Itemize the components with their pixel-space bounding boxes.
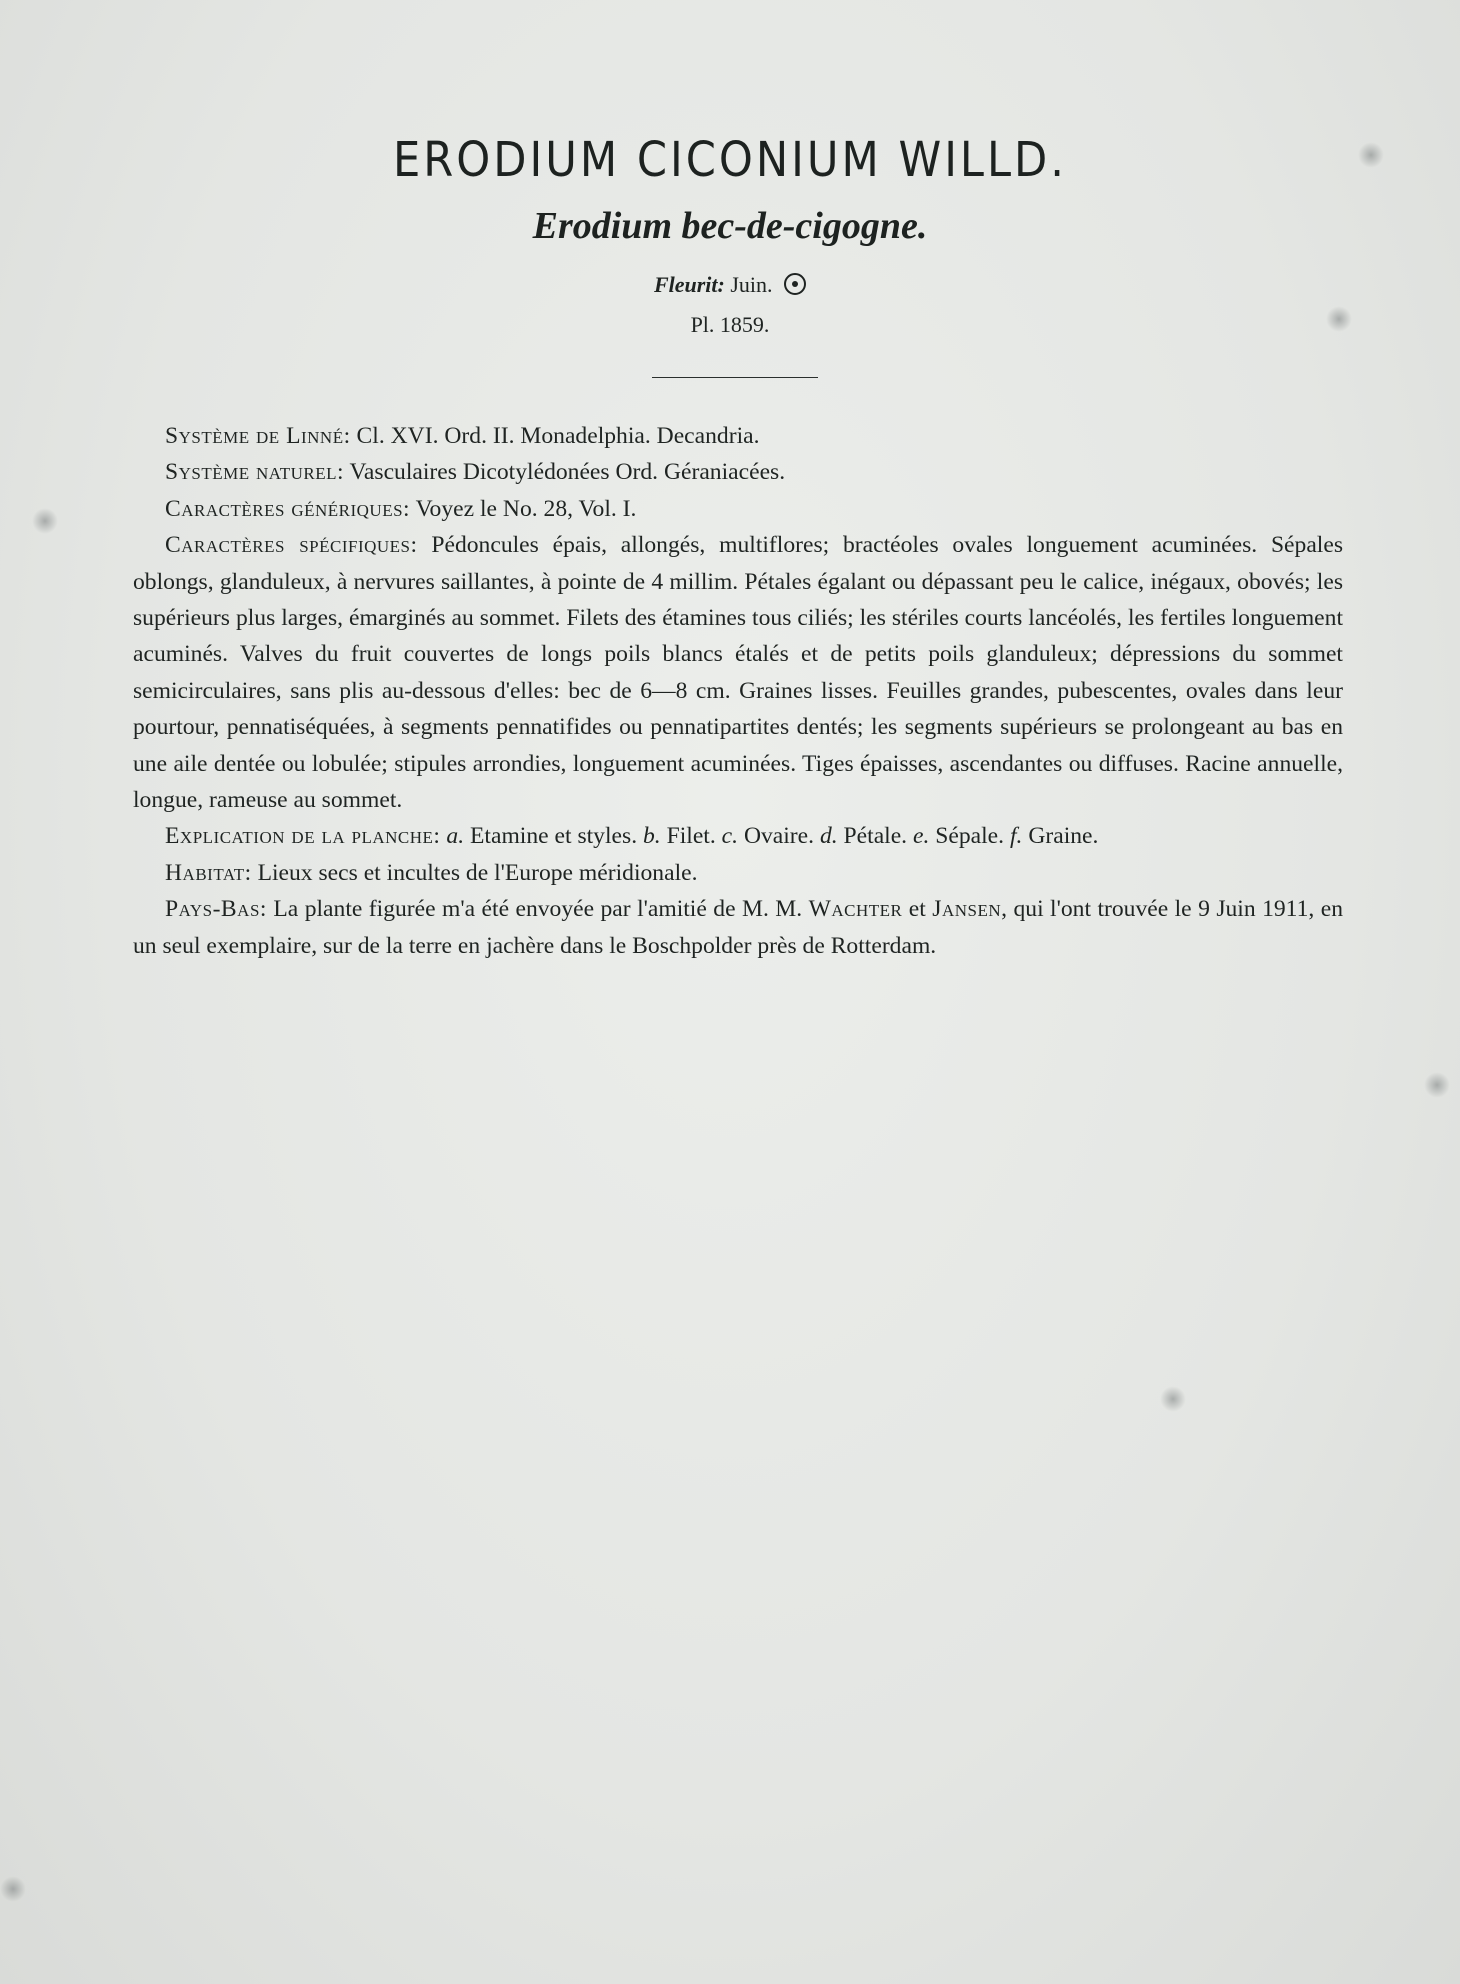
- section-label: Système naturel:: [165, 459, 345, 486]
- figure-letter: a.: [446, 823, 465, 850]
- figure-letter: e.: [912, 823, 930, 850]
- flowering-value: Juin.: [730, 272, 773, 297]
- section-text: La plante figurée m'a été envoyée par l'amitié de M. M.: [266, 896, 809, 923]
- section-text: Voyez le No. 28, Vol. I.: [410, 495, 637, 522]
- section-text: Lieux secs et incultes de l'Europe méridionale.: [251, 859, 698, 886]
- section-text: , qui l'ont trouvée le 9 Juin 1911, en un seul exemplaire, sur de la terre en jachère dans le Boschpolder près de Rotterdam.: [133, 896, 1343, 959]
- section-label: Caractères génériques:: [165, 495, 411, 522]
- pays-bas-paragraph: [133, 891, 1343, 964]
- figure-caption: Sépale.: [929, 823, 1010, 850]
- explication-paragraph: [133, 818, 1343, 854]
- specifiques-paragraph: [133, 527, 1343, 818]
- section-label: Habitat:: [165, 859, 252, 886]
- section-label: Système de Linné:: [165, 423, 351, 449]
- divider: [652, 377, 818, 378]
- figure-letter: f.: [1009, 823, 1023, 850]
- flowering-label: Fleurit:: [653, 272, 725, 297]
- description-body: [133, 418, 1343, 964]
- figure-caption: Pétale.: [837, 823, 913, 850]
- paper-spot: [0, 1876, 26, 1902]
- figure-caption: Etamine et styles.: [464, 823, 643, 850]
- page-title: ERODIUM CICONIUM WILLD.: [393, 132, 1067, 188]
- section-label: Pays-Bas:: [165, 896, 267, 923]
- habitat-paragraph: [133, 855, 1343, 891]
- figure-letter: d.: [819, 823, 838, 850]
- figure-caption: Ovaire.: [738, 823, 820, 850]
- section-label: Explication de la planche:: [165, 823, 441, 850]
- figure-caption: Graine.: [1022, 823, 1099, 850]
- collector-name: Jansen: [932, 896, 1002, 923]
- section-text: Pédoncules épais, allongés, multiflores; bractéoles ovales longuement acuminées. Sépales oblongs, glanduleux, à nervures saillantes, à pointe de 4 millim. Pétales égalant ou dépassant peu le calice, inégaux, obovés; les supérieurs plus larges, émarginés au sommet. Filets des étamines tous ciliés; les stériles courts lancéolés, les fertiles longuement acuminés. Valves du fruit couvertes de longs poils blancs étalés et de petits poils glanduleux; dépressions du sommet semicirculaires, sans plis au-dessous d'elles: bec de 6—8 cm. Graines lisses. Feuilles grandes, pubescentes, ovales dans leur pourtour, pennatiséquées, à segments pennatifides ou pennatipartites dentés; les segments supérieurs se prolongeant au bas en une aile dentée ou lobulée; stipules arrondies, longuement acuminées. Tiges épaisses, ascendantes ou diffuses. Racine annuelle, longue, rameuse au sommet.: [133, 532, 1344, 814]
- section-label: Caractères spécifiques:: [165, 532, 418, 559]
- section-text: et: [902, 896, 933, 923]
- figure-letter: c.: [721, 823, 739, 850]
- figure-letter: b.: [643, 823, 661, 850]
- figure-caption: Filet.: [660, 823, 722, 850]
- flowering-line: [0, 272, 1460, 298]
- annual-plant-symbol-icon: [784, 273, 806, 295]
- generiques-paragraph: [133, 491, 1343, 527]
- paper-spot: [32, 508, 58, 534]
- naturel-paragraph: [133, 454, 1343, 490]
- page-subtitle: Erodium bec-de-cigogne.: [532, 205, 928, 247]
- collector-name: Wachter: [808, 896, 903, 923]
- linne-paragraph: [133, 418, 1343, 454]
- paper-spot: [1160, 1386, 1186, 1412]
- paper-spot: [1424, 1072, 1450, 1098]
- plate-number: Pl. 1859.: [690, 312, 770, 337]
- section-text: Cl. XVI. Ord. II. Monadelphia. Decandria.: [350, 423, 760, 449]
- section-text: Vasculaires Dicotylédonées Ord. Géraniacées.: [344, 459, 786, 486]
